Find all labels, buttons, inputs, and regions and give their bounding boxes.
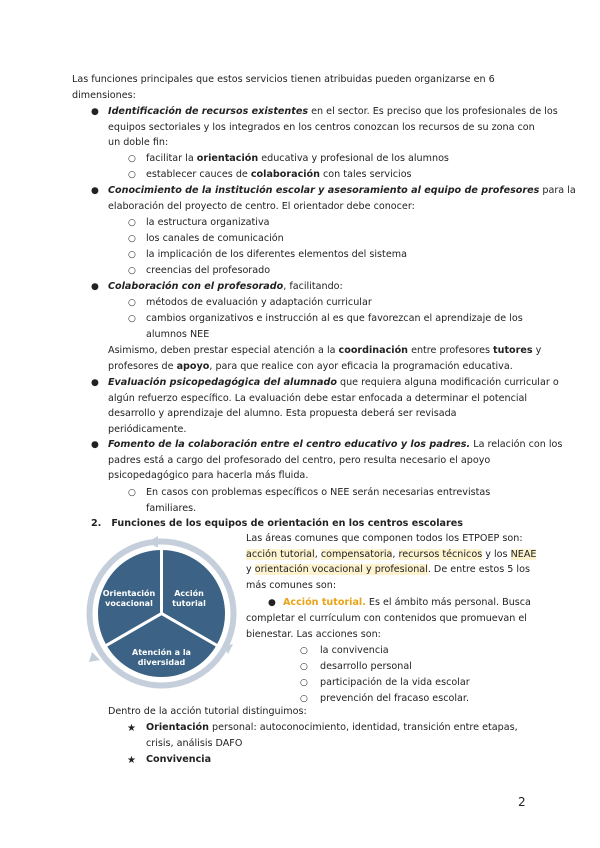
- highlight: recursos técnicos: [398, 548, 483, 560]
- tutorial-item: Convivencia: [146, 754, 212, 765]
- circle-bullet-icon: ○: [300, 694, 308, 704]
- circle-bullet-icon: ○: [128, 266, 136, 276]
- accion-tutorial-text: completar el currículum con contenidos que promuevan el bienestar. Las acciones son:: [246, 613, 527, 640]
- tutorial-intro: Dentro de la acción tutorial distinguimos:: [108, 706, 307, 717]
- sub-item: los canales de comunicación: [146, 233, 284, 244]
- list-item: [108, 104, 558, 151]
- segment-label: tutorial: [172, 599, 206, 608]
- sub-item: la convivencia: [320, 645, 389, 656]
- circle-bullet-icon: ○: [128, 170, 136, 180]
- accion-tutorial-item: Acción tutorial. Es el ámbito más personal. Busca: [283, 597, 531, 608]
- accion-tutorial-title: Acción tutorial.: [283, 597, 366, 608]
- cycle-diagram: [84, 536, 239, 691]
- bullet-icon: ●: [91, 378, 99, 388]
- segment-label: Orientación: [102, 589, 156, 598]
- coordination-paragraph: Asimismo, deben prestar especial atención a la coordinación entre profesores tutores y profesores de apoyo, para que realice con ayor eficacia la programación educativa.: [108, 345, 542, 372]
- circle-bullet-icon: ○: [128, 298, 136, 308]
- item-heading: Conocimiento de la institución escolar y asesoramiento al equipo de profesores: [108, 185, 540, 196]
- sub-item: En casos con problemas específicos o NEE serán necesarias entrevistas familiares.: [146, 487, 491, 514]
- areas-paragraph: Las áreas comunes que componen todos los ETPOEP son: acción tutorial, compensatoria, recursos técnicos y los NEAE y orientación vocacional y profesional. De entre estos 5 los más comunes son:: [246, 533, 537, 591]
- tutorial-item: Orientación personal: autoconocimiento, identidad, transición entre etapas, crisis, análisis DAFO: [146, 722, 518, 749]
- highlight: compensatoria: [320, 548, 393, 560]
- star-icon: ★: [127, 723, 136, 734]
- segment-label: Acción: [174, 589, 204, 598]
- sub-item: participación de la vida escolar: [320, 677, 470, 688]
- arrow-icon: [148, 536, 158, 548]
- page-number: 2: [518, 795, 526, 809]
- segment-label: vocacional: [105, 599, 153, 608]
- intro-line: dimensiones:: [72, 89, 136, 101]
- star-icon: ★: [127, 755, 136, 766]
- highlight: orientación vocacional y profesional: [254, 564, 428, 576]
- item-text: en el sector. Es preciso que los profesionales de los: [308, 106, 558, 117]
- section-heading: 2. Funciones de los equipos de orientación en los centros escolares: [91, 518, 463, 529]
- highlight: acción tutorial: [246, 548, 315, 560]
- circle-bullet-icon: ○: [128, 488, 136, 498]
- sub-item: creencias del profesorado: [146, 265, 271, 276]
- sub-item: facilitar la orientación educativa y profesional de los alumnos: [146, 153, 449, 164]
- item-heading: Colaboración con el profesorado: [108, 281, 284, 292]
- item-text: un doble fin:: [108, 137, 169, 149]
- bullet-icon: ●: [91, 186, 99, 196]
- bullet-icon: ●: [91, 440, 99, 450]
- sub-item: prevención del fracaso escolar.: [320, 693, 470, 704]
- item-text: elaboración del proyecto de centro. El orientador debe conocer:: [108, 200, 415, 212]
- circle-bullet-icon: ○: [128, 154, 136, 164]
- bullet-icon: ●: [91, 107, 99, 117]
- segment-label: diversidad: [137, 658, 186, 667]
- circle-bullet-icon: ○: [128, 234, 136, 244]
- bullet-icon: ●: [91, 282, 99, 292]
- circle-bullet-icon: ○: [300, 646, 308, 656]
- sub-item: métodos de evaluación y adaptación curricular: [146, 297, 372, 308]
- sub-item: cambios organizativos e instrucción al es que favorezcan el aprendizaje de los alumnos NEE: [146, 313, 523, 340]
- circle-bullet-icon: ○: [128, 314, 136, 324]
- item-heading: Evaluación psicopedagógica del alumnado: [108, 377, 337, 388]
- circle-bullet-icon: ○: [300, 662, 308, 672]
- intro-paragraph: [72, 72, 528, 103]
- item-text: equipos sectoriales y los integrados en los centros conozcan los recursos de su zona con: [108, 121, 535, 133]
- list-item: Colaboración con el profesorado, facilitando:: [108, 281, 343, 292]
- circle-bullet-icon: ○: [128, 250, 136, 260]
- bullet-icon: ●: [268, 598, 276, 608]
- circle-bullet-icon: ○: [128, 218, 136, 228]
- list-item: Conocimiento de la institución escolar y asesoramiento al equipo de profesores para la elaboración del proyecto de centro. El orientador debe conocer:: [108, 183, 528, 214]
- item-heading: Identificación de recursos existentes: [108, 106, 309, 117]
- intro-line: Las funciones principales que estos servicios tienen atribuidas pueden organizarse en 6: [72, 74, 495, 85]
- circle-bullet-icon: ○: [300, 678, 308, 688]
- segment-label: Atención a la: [132, 648, 191, 657]
- sub-item: la implicación de los diferentes elementos del sistema: [146, 249, 407, 260]
- list-item: Fomento de la colaboración entre el centro educativo y los padres. La relación con los padres está a cargo del profesorado del centro, pero resulta necesario el apoyo psicopedagógico para hacerla más fluida.: [108, 439, 563, 482]
- sub-item: desarrollo personal: [320, 661, 412, 672]
- sub-item: la estructura organizativa: [146, 217, 270, 228]
- item-heading: Fomento de la colaboración entre el centro educativo y los padres.: [108, 439, 471, 450]
- highlight: NEAE: [510, 548, 537, 560]
- sub-item: establecer cauces de colaboración con tales servicios: [146, 169, 412, 180]
- list-item: Evaluación psicopedagógica del alumnado que requiera alguna modificación curricular o algún refuerzo específico. La evaluación debe estar enfocada a determinar el potencial desarrollo y aprendizaje del alumno. Esta propuesta deberá ser revisada periódicamente.: [108, 377, 559, 435]
